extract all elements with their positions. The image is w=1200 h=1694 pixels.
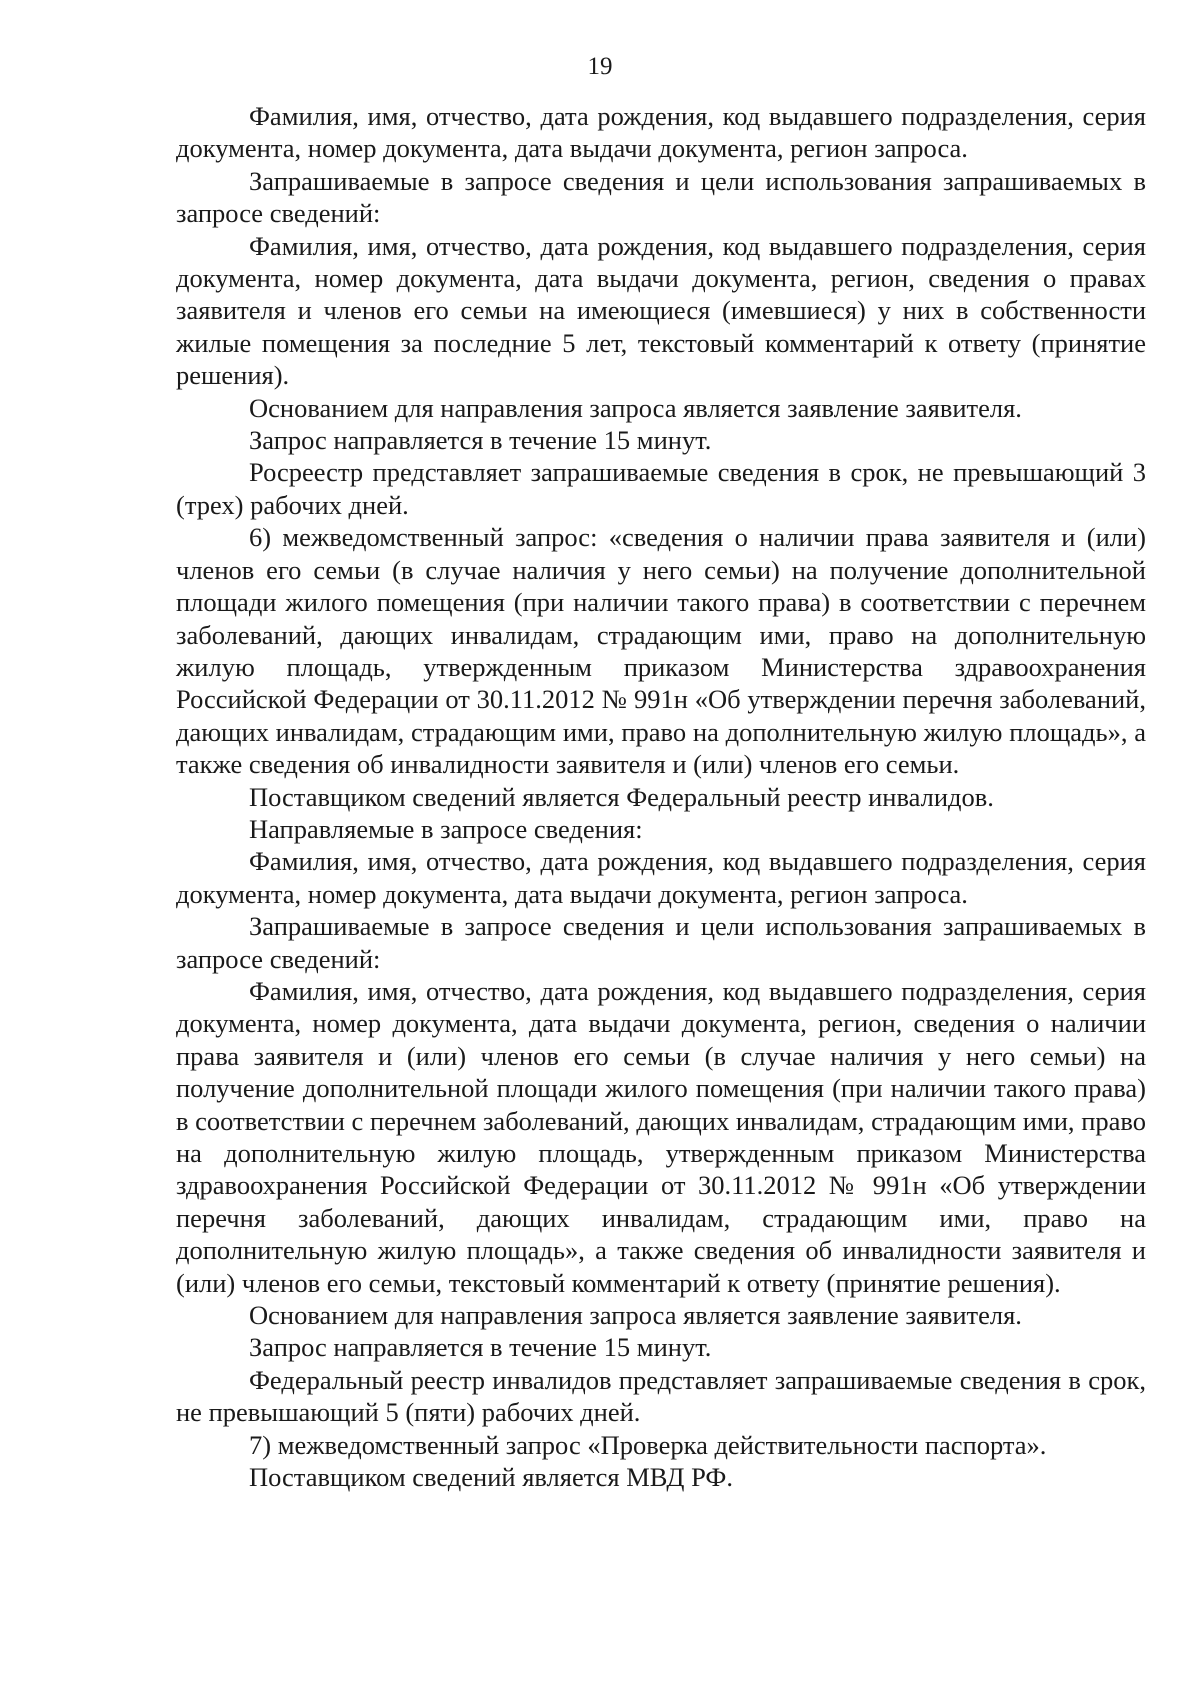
paragraph: Фамилия, имя, отчество, дата рождения, код выдавшего подразделения, серия документа, номер документа, дата выдачи документа, регион, сведения о правах заявителя и членов его семьи на имеющиеся (имевшиеся) у них в собственности жилые помещения за последние 5 лет, текстовый комментарий к ответу (принятие решения).	[176, 230, 1146, 391]
document-body	[176, 100, 1146, 1493]
paragraph: 7) межведомственный запрос «Проверка действительности паспорта».	[249, 1429, 1047, 1460]
paragraph: Федеральный реестр инвалидов представляет запрашиваемые сведения в срок, не превышающий 5 (пяти) рабочих дней.	[176, 1364, 1146, 1428]
paragraph: Направляемые в запросе сведения:	[249, 813, 643, 844]
paragraph: Поставщиком сведений является МВД РФ.	[249, 1462, 733, 1493]
paragraph: Основанием для направления запроса является заявление заявителя.	[249, 392, 1022, 423]
paragraph: Запрос направляется в течение 15 минут.	[249, 425, 712, 456]
paragraph: Фамилия, имя, отчество, дата рождения, код выдавшего подразделения, серия документа, номер документа, дата выдачи документа, регион, сведения о наличии права заявителя и (или) членов его семьи (в случае наличия у него семьи) на получение дополнительной площади жилого помещения (при наличии такого права) в соответствии с перечнем заболеваний, дающих инвалидам, страдающим ими, право на дополнительную жилую площадь, утвержденным приказом Министерства здравоохранения Российской Федерации от 30.11.2012 № 991н «Об утверждении перечня заболеваний, дающих инвалидам, страдающим ими, право на дополнительную жилую площадь», а также сведения об инвалидности заявителя и (или) членов его семьи, текстовый комментарий к ответу (принятие решения).	[176, 975, 1146, 1298]
paragraph: Основанием для направления запроса является заявление заявителя.	[249, 1300, 1022, 1331]
paragraph: Запрашиваемые в запросе сведения и цели использования запрашиваемых в запросе сведений:	[176, 911, 1146, 974]
paragraph: Запрашиваемые в запросе сведения и цели использования запрашиваемых в запросе сведений:	[176, 165, 1146, 229]
paragraph: Росреестр представляет запрашиваемые сведения в срок, не превышающий 3 (трех) рабочих дней.	[176, 457, 1146, 520]
paragraph: Фамилия, имя, отчество, дата рождения, код выдавшего подразделения, серия документа, номер документа, дата выдачи документа, регион запроса.	[176, 101, 1146, 164]
paragraph: Фамилия, имя, отчество, дата рождения, код выдавшего подразделения, серия документа, номер документа, дата выдачи документа, регион запроса.	[176, 846, 1146, 909]
paragraph: 6) межведомственный запрос: «сведения о наличии права заявителя и (или) членов его семьи (в случае наличия у него семьи) на получение дополнительной площади жилого помещения (при наличии такого права) в соответствии с перечнем заболеваний, дающих инвалидам, страдающим ими, право на дополнительную жилую площадь, утвержденным приказом Министерства здравоохранения Российской Федерации от 30.11.2012 № 991н «Об утверждении перечня заболеваний, дающих инвалидам, страдающим ими, право на дополнительную жилую площадь», а также сведения об инвалидности заявителя и (или) членов его семьи.	[176, 522, 1146, 780]
paragraph: Запрос направляется в течение 15 минут.	[249, 1332, 712, 1363]
paragraph: Поставщиком сведений является Федеральный реестр инвалидов.	[249, 781, 994, 812]
page-number: 19	[587, 53, 613, 80]
